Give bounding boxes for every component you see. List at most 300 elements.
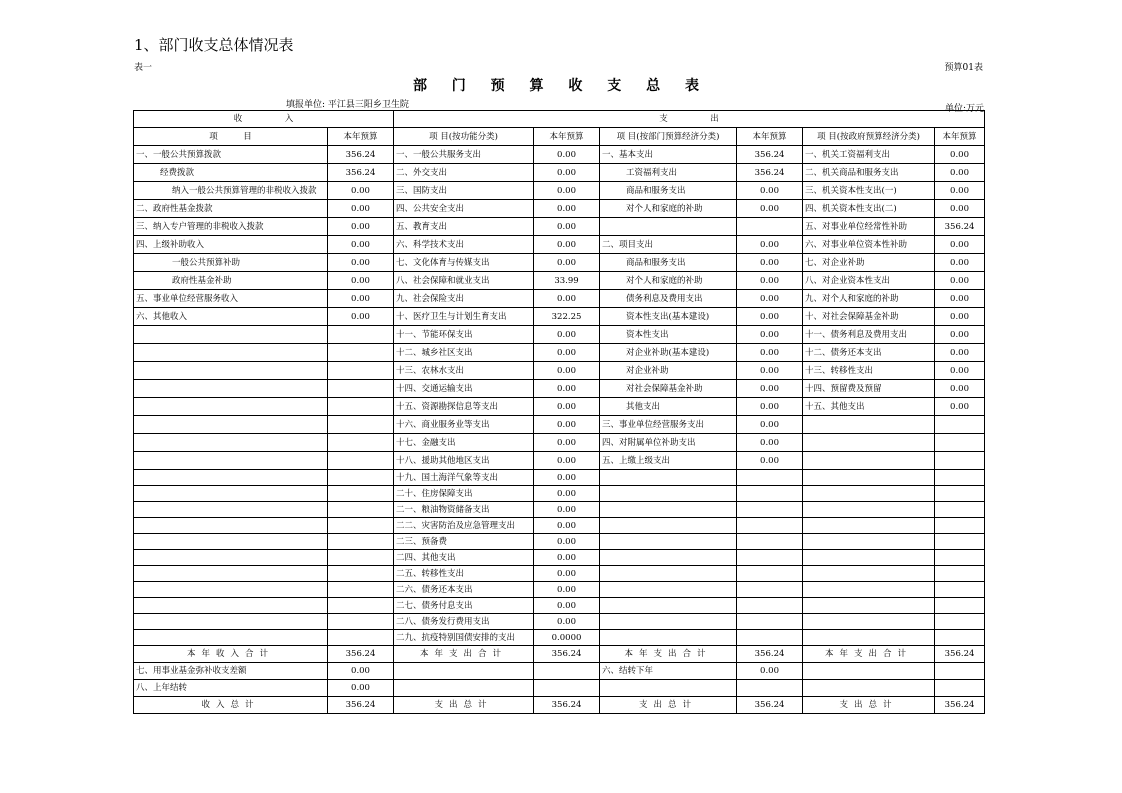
item-cell (134, 502, 328, 518)
total-row (134, 697, 985, 714)
item-cell (134, 518, 328, 534)
value-cell: 0.00 (737, 182, 803, 200)
value-cell: 0.00 (534, 486, 600, 502)
value-cell: 356.24 (737, 146, 803, 164)
value-cell: 0.00 (737, 380, 803, 398)
col-budget: 本年预算 (328, 128, 394, 146)
item-cell: 一、机关工资福利支出 (803, 146, 935, 164)
value-cell (737, 502, 803, 518)
value-cell (328, 598, 394, 614)
item-cell: 八、对企业资本性支出 (803, 272, 935, 290)
item-cell (134, 434, 328, 452)
item-cell (803, 663, 935, 680)
value-cell (328, 614, 394, 630)
value-cell (737, 680, 803, 697)
value-cell: 356.24 (534, 646, 600, 663)
item-cell: 一、一般公共服务支出 (394, 146, 534, 164)
item-cell (600, 614, 737, 630)
item-cell: 十五、资源勘探信息等支出 (394, 398, 534, 416)
total-row (134, 646, 985, 663)
item-cell (803, 630, 935, 646)
table-row (134, 254, 985, 272)
item-cell: 十一、节能环保支出 (394, 326, 534, 344)
value-cell (328, 452, 394, 470)
item-cell (803, 598, 935, 614)
item-cell: 本年支出合计 (394, 646, 534, 663)
value-cell (737, 630, 803, 646)
item-cell: 七、用事业基金弥补收支差额 (134, 663, 328, 680)
value-cell: 0.00 (935, 380, 985, 398)
item-cell (134, 486, 328, 502)
item-cell: 二二、灾害防治及应急管理支出 (394, 518, 534, 534)
item-cell: 五、对事业单位经常性补助 (803, 218, 935, 236)
item-cell: 三、事业单位经营服务支出 (600, 416, 737, 434)
item-cell: 支出总计 (600, 697, 737, 714)
value-cell: 33.99 (534, 272, 600, 290)
item-cell: 三、机关资本性支出(一) (803, 182, 935, 200)
item-cell (803, 434, 935, 452)
item-cell: 十七、金融支出 (394, 434, 534, 452)
item-cell: 对个人和家庭的补助 (600, 272, 737, 290)
value-cell: 356.24 (737, 164, 803, 182)
item-cell: 政府性基金补助 (134, 272, 328, 290)
item-cell (600, 502, 737, 518)
table-row (134, 416, 985, 434)
value-cell: 0.00 (935, 236, 985, 254)
item-cell: 资本性支出(基本建设) (600, 308, 737, 326)
value-cell: 0.00 (328, 218, 394, 236)
value-cell: 322.25 (534, 308, 600, 326)
item-cell: 二五、转移性支出 (394, 566, 534, 582)
item-cell (134, 362, 328, 380)
item-cell (600, 218, 737, 236)
value-cell (935, 550, 985, 566)
item-cell: 其他支出 (600, 398, 737, 416)
item-cell (803, 470, 935, 486)
value-cell: 0.00 (935, 254, 985, 272)
table-row (134, 614, 985, 630)
item-cell: 一、一般公共预算拨款 (134, 146, 328, 164)
table-title: 部 门 预 算 收 支 总 表 (412, 78, 710, 94)
value-cell (935, 598, 985, 614)
col-item: 项 目 (134, 128, 328, 146)
value-cell (328, 582, 394, 598)
value-cell: 0.00 (534, 416, 600, 434)
value-cell (534, 680, 600, 697)
col-budget: 本年预算 (534, 128, 600, 146)
item-cell (134, 470, 328, 486)
table-row (134, 550, 985, 566)
value-cell (737, 582, 803, 598)
value-cell: 0.00 (534, 236, 600, 254)
item-cell: 支出总计 (803, 697, 935, 714)
value-cell: 0.00 (737, 236, 803, 254)
item-cell (600, 550, 737, 566)
item-cell: 收入总计 (134, 697, 328, 714)
value-cell: 0.00 (534, 502, 600, 518)
value-cell: 0.00 (534, 290, 600, 308)
table-number: 表一 (134, 63, 153, 73)
value-cell: 0.00 (534, 218, 600, 236)
value-cell: 0.00 (534, 326, 600, 344)
item-cell: 六、对事业单位资本性补助 (803, 236, 935, 254)
item-cell: 六、科学技术支出 (394, 236, 534, 254)
value-cell: 0.00 (328, 290, 394, 308)
table-row (134, 308, 985, 326)
value-cell (328, 534, 394, 550)
value-cell (935, 434, 985, 452)
item-cell (803, 582, 935, 598)
item-cell: 工资福利支出 (600, 164, 737, 182)
table-row (134, 290, 985, 308)
item-cell: 对个人和家庭的补助 (600, 200, 737, 218)
item-cell: 十、对社会保障基金补助 (803, 308, 935, 326)
value-cell: 0.00 (534, 452, 600, 470)
item-cell: 对企业补助(基本建设) (600, 344, 737, 362)
value-cell (328, 550, 394, 566)
value-cell (737, 486, 803, 502)
col-budget: 本年预算 (737, 128, 803, 146)
item-cell (134, 614, 328, 630)
money-unit: 单位:万元 (944, 104, 984, 114)
value-cell: 0.00 (534, 146, 600, 164)
value-cell (935, 582, 985, 598)
item-cell: 十六、商业服务业等支出 (394, 416, 534, 434)
item-cell (134, 582, 328, 598)
item-cell (803, 416, 935, 434)
value-cell: 0.00 (737, 362, 803, 380)
table-row (134, 398, 985, 416)
item-cell (394, 663, 534, 680)
value-cell: 0.00 (534, 344, 600, 362)
value-cell: 0.00 (737, 416, 803, 434)
value-cell: 0.00 (935, 272, 985, 290)
item-cell: 本年支出合计 (600, 646, 737, 663)
item-cell (600, 630, 737, 646)
value-cell: 0.00 (737, 290, 803, 308)
value-cell (328, 630, 394, 646)
item-cell: 四、公共安全支出 (394, 200, 534, 218)
value-cell: 0.00 (534, 614, 600, 630)
item-cell: 十四、预留费及预留 (803, 380, 935, 398)
table-row (134, 452, 985, 470)
item-cell (134, 416, 328, 434)
value-cell (935, 518, 985, 534)
item-cell (134, 452, 328, 470)
value-cell: 0.00 (534, 534, 600, 550)
value-cell: 0.00 (935, 200, 985, 218)
table-row (134, 566, 985, 582)
table-row (134, 362, 985, 380)
item-cell: 七、文化体育与传媒支出 (394, 254, 534, 272)
item-cell (803, 518, 935, 534)
table-row (134, 182, 985, 200)
item-cell: 十三、转移性支出 (803, 362, 935, 380)
value-cell: 0.00 (534, 598, 600, 614)
value-cell: 0.00 (737, 398, 803, 416)
item-cell: 十九、国土海洋气象等支出 (394, 470, 534, 486)
value-cell (737, 470, 803, 486)
item-cell (803, 502, 935, 518)
value-cell: 0.00 (534, 362, 600, 380)
item-cell (600, 680, 737, 697)
item-cell (803, 534, 935, 550)
table-row (134, 344, 985, 362)
item-cell: 六、结转下年 (600, 663, 737, 680)
value-cell: 356.24 (737, 646, 803, 663)
item-cell: 资本性支出 (600, 326, 737, 344)
item-cell (134, 380, 328, 398)
item-cell (134, 630, 328, 646)
item-cell (134, 326, 328, 344)
item-cell: 对社会保障基金补助 (600, 380, 737, 398)
item-cell: 一般公共预算补助 (134, 254, 328, 272)
item-cell: 五、上缴上级支出 (600, 452, 737, 470)
value-cell (935, 534, 985, 550)
page-heading: 1、部门收支总体情况表 (134, 36, 294, 54)
col-dept-econ: 项 目(按部门预算经济分类) (600, 128, 737, 146)
item-cell: 十三、农林水支出 (394, 362, 534, 380)
value-cell: 0.00 (328, 272, 394, 290)
value-cell: 0.00 (935, 362, 985, 380)
value-cell: 0.00 (737, 344, 803, 362)
table-row (134, 236, 985, 254)
item-cell: 二三、预备费 (394, 534, 534, 550)
item-cell: 经费拨款 (134, 164, 328, 182)
item-cell: 二、机关商品和服务支出 (803, 164, 935, 182)
value-cell (328, 566, 394, 582)
item-cell (600, 582, 737, 598)
item-cell: 债务利息及费用支出 (600, 290, 737, 308)
value-cell (737, 598, 803, 614)
item-cell: 十八、援助其他地区支出 (394, 452, 534, 470)
item-cell: 二十、住房保障支出 (394, 486, 534, 502)
value-cell: 0.00 (534, 380, 600, 398)
value-cell (737, 614, 803, 630)
value-cell: 356.24 (935, 697, 985, 714)
item-cell: 十五、其他支出 (803, 398, 935, 416)
item-cell (600, 534, 737, 550)
value-cell (534, 663, 600, 680)
value-cell: 356.24 (737, 697, 803, 714)
value-cell: 356.24 (935, 646, 985, 663)
table-row (134, 582, 985, 598)
item-cell (134, 344, 328, 362)
value-cell: 0.00 (935, 146, 985, 164)
value-cell: 0.00 (534, 582, 600, 598)
item-cell: 本年收入合计 (134, 646, 328, 663)
value-cell (935, 680, 985, 697)
item-cell: 四、对附属单位补助支出 (600, 434, 737, 452)
table-row (134, 272, 985, 290)
item-cell: 纳入一般公共预算管理的非税收入拨款 (134, 182, 328, 200)
value-cell (328, 326, 394, 344)
value-cell: 0.00 (328, 680, 394, 697)
item-cell (600, 518, 737, 534)
value-cell (935, 470, 985, 486)
value-cell (737, 566, 803, 582)
value-cell: 0.00 (737, 434, 803, 452)
value-cell: 356.24 (328, 697, 394, 714)
value-cell: 0.00 (328, 182, 394, 200)
value-cell: 0.00 (534, 550, 600, 566)
value-cell: 0.00 (328, 663, 394, 680)
table-row (134, 502, 985, 518)
item-cell: 二九、抗疫特别国债安排的支出 (394, 630, 534, 646)
item-cell (803, 486, 935, 502)
col-func: 项 目(按功能分类) (394, 128, 534, 146)
item-cell (803, 614, 935, 630)
item-cell (134, 550, 328, 566)
value-cell (328, 344, 394, 362)
item-cell: 十二、债务还本支出 (803, 344, 935, 362)
value-cell (737, 518, 803, 534)
item-cell: 七、对企业补助 (803, 254, 935, 272)
value-cell (328, 434, 394, 452)
value-cell: 0.00 (534, 254, 600, 272)
table-row (134, 486, 985, 502)
table-row (134, 630, 985, 646)
item-cell: 六、其他收入 (134, 308, 328, 326)
item-cell: 四、机关资本性支出(二) (803, 200, 935, 218)
item-cell (134, 598, 328, 614)
value-cell: 356.24 (328, 146, 394, 164)
value-cell (935, 486, 985, 502)
value-cell (935, 630, 985, 646)
value-cell (935, 502, 985, 518)
item-cell (803, 452, 935, 470)
item-cell: 二七、债务付息支出 (394, 598, 534, 614)
value-cell: 356.24 (328, 646, 394, 663)
table-row (134, 326, 985, 344)
value-cell (935, 614, 985, 630)
value-cell: 0.00 (935, 308, 985, 326)
item-cell (600, 598, 737, 614)
item-cell: 二八、债务发行费用支出 (394, 614, 534, 630)
table-row (134, 200, 985, 218)
item-cell: 商品和服务支出 (600, 182, 737, 200)
value-cell: 0.00 (534, 164, 600, 182)
item-cell: 五、事业单位经营服务收入 (134, 290, 328, 308)
value-cell (737, 534, 803, 550)
item-cell: 三、国防支出 (394, 182, 534, 200)
value-cell (328, 362, 394, 380)
value-cell (935, 416, 985, 434)
table-row (134, 146, 985, 164)
income-header: 收 入 (134, 111, 394, 128)
value-cell: 356.24 (935, 218, 985, 236)
item-cell: 十、医疗卫生与计划生育支出 (394, 308, 534, 326)
table-row (134, 218, 985, 236)
table-row (134, 680, 985, 697)
item-cell (600, 566, 737, 582)
value-cell (935, 663, 985, 680)
item-cell: 十四、交通运输支出 (394, 380, 534, 398)
item-cell (600, 486, 737, 502)
col-gov-econ: 项 目(按政府预算经济分类) (803, 128, 935, 146)
table-row (134, 598, 985, 614)
value-cell: 356.24 (328, 164, 394, 182)
value-cell: 0.00 (328, 236, 394, 254)
value-cell: 0.00 (328, 254, 394, 272)
item-cell: 本年支出合计 (803, 646, 935, 663)
value-cell: 0.00 (534, 398, 600, 416)
item-cell: 一、基本支出 (600, 146, 737, 164)
item-cell: 八、上年结转 (134, 680, 328, 697)
value-cell: 0.00 (534, 200, 600, 218)
value-cell: 0.00 (737, 272, 803, 290)
item-cell: 二、外交支出 (394, 164, 534, 182)
item-cell (600, 470, 737, 486)
value-cell (328, 518, 394, 534)
budget-table (133, 110, 985, 714)
item-cell: 五、教育支出 (394, 218, 534, 236)
expense-header: 支 出 (394, 111, 985, 128)
value-cell: 0.00 (935, 344, 985, 362)
table-row (134, 380, 985, 398)
value-cell: 0.00 (935, 326, 985, 344)
item-cell: 二、项目支出 (600, 236, 737, 254)
item-cell (394, 680, 534, 697)
table-row (134, 434, 985, 452)
item-cell: 支出总计 (394, 697, 534, 714)
item-cell (803, 550, 935, 566)
table-row (134, 518, 985, 534)
value-cell: 0.00 (328, 200, 394, 218)
item-cell: 二一、粮油物资储备支出 (394, 502, 534, 518)
value-cell: 0.00 (737, 326, 803, 344)
value-cell: 0.0000 (534, 630, 600, 646)
value-cell (328, 416, 394, 434)
table-row (134, 470, 985, 486)
value-cell (328, 486, 394, 502)
item-cell (134, 566, 328, 582)
item-cell (803, 566, 935, 582)
value-cell: 0.00 (737, 254, 803, 272)
item-cell: 三、纳入专户管理的非税收入拨款 (134, 218, 328, 236)
table-row (134, 534, 985, 550)
item-cell: 十一、债务利息及费用支出 (803, 326, 935, 344)
value-cell: 0.00 (534, 434, 600, 452)
value-cell (328, 380, 394, 398)
reporting-unit: 填报单位: 平江县三阳乡卫生院 (286, 100, 409, 110)
item-cell: 九、对个人和家庭的补助 (803, 290, 935, 308)
value-cell: 0.00 (935, 290, 985, 308)
item-cell: 二、政府性基金拨款 (134, 200, 328, 218)
col-budget: 本年预算 (935, 128, 985, 146)
value-cell: 0.00 (737, 200, 803, 218)
item-cell: 二四、其他支出 (394, 550, 534, 566)
value-cell (935, 452, 985, 470)
value-cell: 0.00 (935, 164, 985, 182)
item-cell: 八、社会保障和就业支出 (394, 272, 534, 290)
value-cell: 0.00 (534, 518, 600, 534)
value-cell: 0.00 (737, 663, 803, 680)
value-cell: 0.00 (534, 566, 600, 582)
form-number: 预算01表 (944, 63, 983, 73)
value-cell: 0.00 (935, 398, 985, 416)
table-row (134, 663, 985, 680)
value-cell (328, 502, 394, 518)
item-cell (803, 680, 935, 697)
item-cell: 对企业补助 (600, 362, 737, 380)
value-cell (737, 550, 803, 566)
value-cell: 0.00 (737, 452, 803, 470)
item-cell: 九、社会保险支出 (394, 290, 534, 308)
item-cell: 四、上级补助收入 (134, 236, 328, 254)
value-cell (328, 470, 394, 486)
table-row (134, 164, 985, 182)
